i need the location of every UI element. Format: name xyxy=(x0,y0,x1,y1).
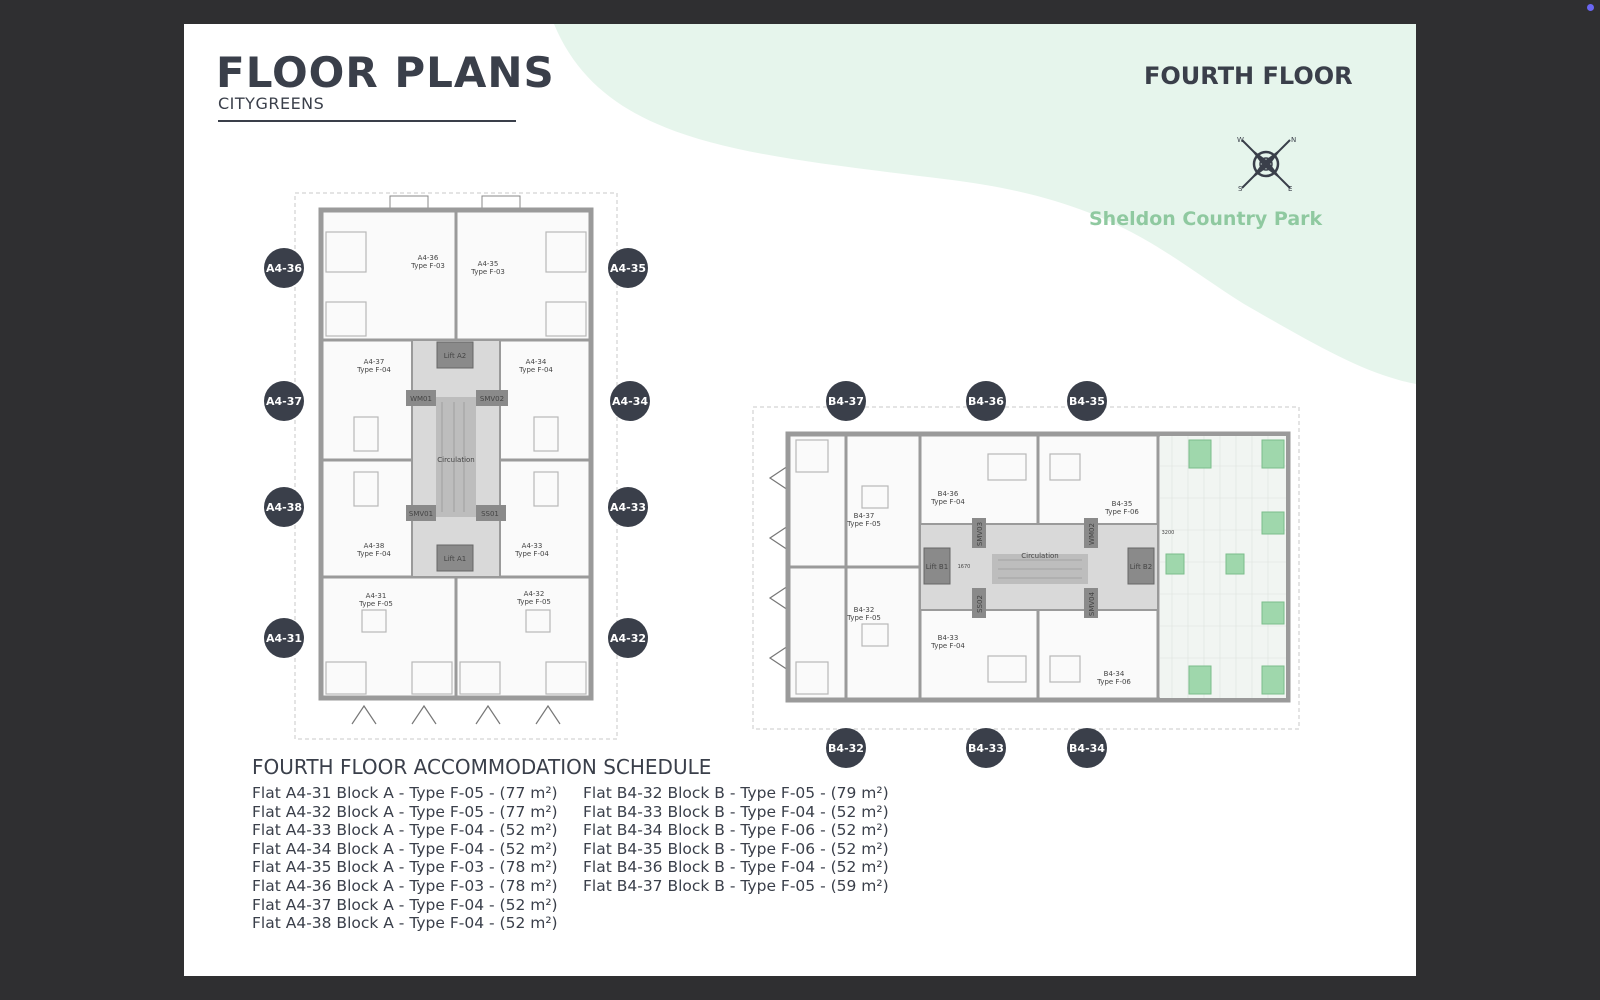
flat-a4-35-type: Type F-03 xyxy=(471,268,505,276)
flat-a4-32-name: A4-32 xyxy=(523,590,545,598)
schedule-row: Flat A4-31 Block A - Type F-05 - (77 m²) xyxy=(252,784,558,802)
flat-a4-33-type: Type F-04 xyxy=(515,550,549,558)
block-b-ss02: SS02 xyxy=(976,595,984,613)
flat-a4-38-name: A4-38 xyxy=(363,542,385,550)
schedule-row: Flat B4-35 Block B - Type F-06 - (52 m²) xyxy=(583,839,889,858)
flat-b4-36-name: B4-36 xyxy=(937,490,959,498)
block-a-circulation: Circulation xyxy=(437,456,475,464)
compass-letter-e: E xyxy=(1288,185,1293,193)
schedule-block-b xyxy=(583,784,889,896)
flat-b4-35-type: Type F-06 xyxy=(1105,508,1139,516)
unit-badge-a4-34: A4-34 xyxy=(610,381,650,421)
block-b-circulation: Circulation xyxy=(1021,552,1059,560)
schedule-row: Flat B4-37 Block B - Type F-05 - (59 m²) xyxy=(583,876,889,895)
flat-a4-35-name: A4-35 xyxy=(477,260,499,268)
flat-b4-33-name: B4-33 xyxy=(937,634,959,642)
schedule-row: Flat A4-33 Block A - Type F-04 - (52 m²) xyxy=(252,821,558,840)
unit-badge-a4-33: A4-33 xyxy=(608,487,648,527)
block-b-plan xyxy=(752,406,1300,730)
flat-a4-33-name: A4-33 xyxy=(521,542,543,550)
page-subtitle: CITYGREENS xyxy=(218,94,325,113)
unit-badge-a4-38: A4-38 xyxy=(264,487,304,527)
unit-badge-a4-31: A4-31 xyxy=(264,618,304,658)
block-b-lift-right: Lift B2 xyxy=(1129,563,1153,571)
floor-label: FOURTH FLOOR xyxy=(1144,62,1353,90)
block-b-wm02: WM02 xyxy=(1088,523,1096,545)
flat-a4-34-name: A4-34 xyxy=(525,358,547,366)
title-underline xyxy=(218,120,516,122)
flat-a4-34-type: Type F-04 xyxy=(519,366,553,374)
flat-b4-33-type: Type F-04 xyxy=(931,642,965,650)
schedule-row: Flat A4-32 Block A - Type F-05 - (77 m²) xyxy=(252,802,558,821)
block-a-wm: WM01 xyxy=(410,395,432,403)
schedule-row: Flat B4-32 Block B - Type F-05 - (79 m²) xyxy=(583,784,889,802)
block-b-smv04: SMV04 xyxy=(1088,591,1096,617)
block-a-smv02: SMV02 xyxy=(479,395,505,403)
flat-a4-31-name: A4-31 xyxy=(365,592,387,600)
unit-badge-b4-35: B4-35 xyxy=(1067,381,1107,421)
unit-badge-a4-37: A4-37 xyxy=(264,381,304,421)
block-a-smv01: SMV01 xyxy=(408,510,434,518)
flat-b4-37-type: Type F-05 xyxy=(847,520,881,528)
block-b-dim-3200: 3200 xyxy=(1161,530,1175,536)
unit-badge-b4-33: B4-33 xyxy=(966,728,1006,768)
block-b-smv03: SMV03 xyxy=(976,521,984,547)
flat-a4-31-type: Type F-05 xyxy=(359,600,393,608)
flat-a4-37-name: A4-37 xyxy=(363,358,385,366)
flat-b4-36-type: Type F-04 xyxy=(931,498,965,506)
schedule-row: Flat B4-36 Block B - Type F-04 - (52 m²) xyxy=(583,858,889,877)
schedule-row: Flat A4-34 Block A - Type F-04 - (52 m²) xyxy=(252,839,558,858)
schedule-row: Flat B4-34 Block B - Type F-06 - (52 m²) xyxy=(583,821,889,840)
unit-badge-b4-34: B4-34 xyxy=(1067,728,1107,768)
block-b-dim-1670: 1670 xyxy=(957,564,971,570)
schedule-block-a xyxy=(252,784,558,933)
unit-badge-a4-32: A4-32 xyxy=(608,618,648,658)
block-a-lift-top: Lift A2 xyxy=(443,352,467,360)
schedule-title: FOURTH FLOOR ACCOMMODATION SCHEDULE xyxy=(252,755,712,779)
block-a-plan xyxy=(294,192,618,740)
flat-b4-32-name: B4-32 xyxy=(853,606,875,614)
page-title: FLOOR PLANS xyxy=(216,48,555,97)
unit-badge-b4-37: B4-37 xyxy=(826,381,866,421)
schedule-row: Flat A4-37 Block A - Type F-04 - (52 m²) xyxy=(252,895,558,914)
flat-b4-32-type: Type F-05 xyxy=(847,614,881,622)
flat-a4-36-type: Type F-03 xyxy=(411,262,445,270)
schedule-row: Flat B4-33 Block B - Type F-04 - (52 m²) xyxy=(583,802,889,821)
status-dot xyxy=(1587,4,1594,11)
park-label: Sheldon Country Park xyxy=(1089,208,1323,230)
schedule-row: Flat A4-35 Block A - Type F-03 - (78 m²) xyxy=(252,858,558,877)
schedule-row: Flat A4-36 Block A - Type F-03 - (78 m²) xyxy=(252,876,558,895)
unit-badge-a4-36: A4-36 xyxy=(264,248,304,288)
schedule-row: Flat A4-38 Block A - Type F-04 - (52 m²) xyxy=(252,914,558,933)
compass-letter-s: S xyxy=(1238,185,1243,193)
flat-a4-38-type: Type F-04 xyxy=(357,550,391,558)
block-a-ss: SS01 xyxy=(481,510,499,518)
flat-a4-32-type: Type F-05 xyxy=(517,598,551,606)
unit-badge-a4-35: A4-35 xyxy=(608,248,648,288)
flat-a4-36-name: A4-36 xyxy=(417,254,439,262)
flat-b4-34-type: Type F-06 xyxy=(1097,678,1131,686)
flat-b4-37-name: B4-37 xyxy=(853,512,875,520)
compass-letter-w: W xyxy=(1237,136,1244,144)
compass-icon xyxy=(1236,134,1296,194)
compass-letter-n: N xyxy=(1291,136,1296,144)
unit-badge-b4-36: B4-36 xyxy=(966,381,1006,421)
floor-plan-sheet xyxy=(184,24,1416,976)
unit-badge-b4-32: B4-32 xyxy=(826,728,866,768)
flat-b4-34-name: B4-34 xyxy=(1103,670,1125,678)
flat-b4-35-name: B4-35 xyxy=(1111,500,1133,508)
flat-a4-37-type: Type F-04 xyxy=(357,366,391,374)
block-b-lift-left: Lift B1 xyxy=(925,563,949,571)
block-a-lift-bottom: Lift A1 xyxy=(443,555,467,563)
